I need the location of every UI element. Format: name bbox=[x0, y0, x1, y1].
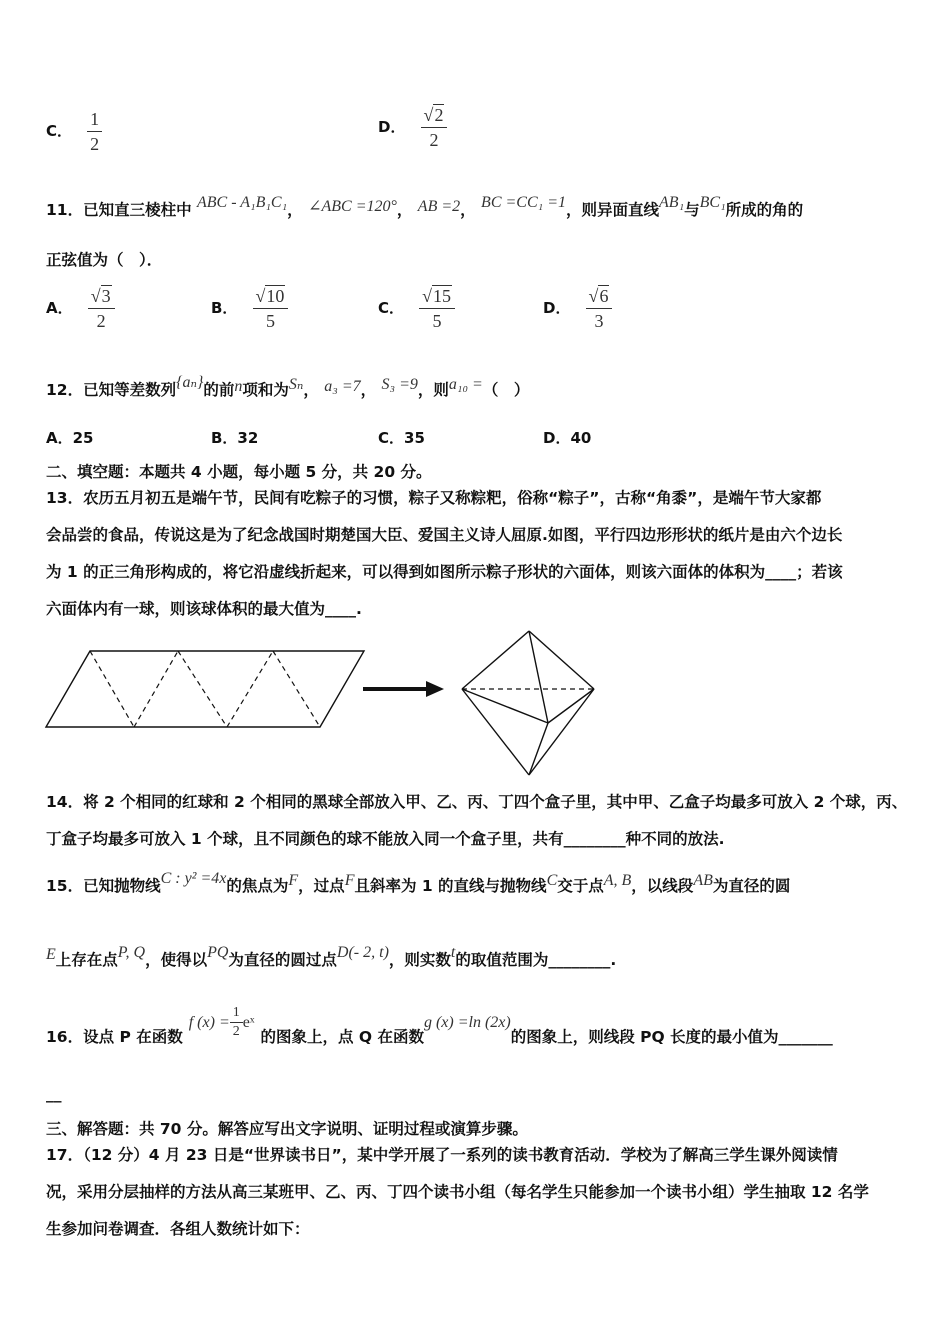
q13-line-2: 会品尝的食品，传说这是为了纪念战国时期楚国大臣、爱国主义诗人屈原.如图，平行四边形形状的纸片是由六个边长 bbox=[46, 526, 843, 544]
q12-option-a: A．25 bbox=[46, 429, 94, 447]
math: F bbox=[288, 872, 299, 889]
q12-line: 12．已知等差数列{aₙ}的前n项和为Sₙ， a₃ =7， S₃ =9，则a₁₀ =（ ） bbox=[46, 374, 530, 399]
q11-option-a: A． $\frac{√3}{2}$ bbox=[46, 285, 115, 332]
fraction: $\frac{√6}{3}$ bbox=[586, 285, 613, 332]
q12-option-b: B．32 bbox=[211, 429, 259, 447]
parallelogram-net bbox=[46, 651, 364, 727]
q13-line-3: 为 1 的正三角形构成的，将它沿虚线折起来，可以得到如图所示粽子形状的六面体，则该六面体的体积为____；若该 bbox=[46, 563, 843, 581]
option-label: C． bbox=[46, 122, 73, 140]
math: D(- 2, t) bbox=[336, 944, 389, 961]
section-heading: 三、解答题：共 70 分。解答应写出文字说明、证明过程或演算步骤。 bbox=[46, 1120, 528, 1138]
math: {aₙ} bbox=[176, 374, 204, 391]
q17-line-2: 况，采用分层抽样的方法从高三某班甲、乙、丙、丁四个读书小组（每名学生只能参加一个读书小组）学生抽取 12 名学 bbox=[46, 1183, 869, 1201]
q11-option-b: B． $\frac{√10}{5}$ bbox=[211, 285, 288, 332]
option-label: D． bbox=[378, 118, 406, 136]
math: S₃ =9 bbox=[381, 376, 418, 393]
math: AB =2 bbox=[417, 198, 461, 215]
q15-line-2: E上存在点P, Q，使得以PQ为直径的圆过点D(- 2, t)，则实数t的取值范围为________. bbox=[46, 944, 617, 969]
q17-line-1: 17．（12 分）4 月 23 日是“世界读书日”，某中学开展了一系列的读书教育活动．学校为了解高三学生课外阅读情 bbox=[46, 1146, 838, 1164]
section-heading: 二、填空题：本题共 4 小题，每小题 5 分，共 20 分。 bbox=[46, 463, 432, 481]
q13-figure bbox=[40, 625, 610, 780]
math: t bbox=[450, 944, 456, 961]
hexahedron-figure bbox=[462, 631, 594, 775]
q10-option-d bbox=[378, 104, 447, 151]
q11-option-c: C． $\frac{√15}{5}$ bbox=[378, 285, 455, 332]
math: BC =CC₁ =1 bbox=[481, 194, 566, 211]
sqrt-icon: √10 bbox=[255, 286, 285, 306]
q14-line-1: 14．将 2 个相同的红球和 2 个相同的黑球全部放入甲、乙、丙、丁四个盒子里，其中甲、乙盒子均最多可放入 2 个球，丙、 bbox=[46, 793, 908, 811]
math: AB₁ bbox=[659, 194, 685, 211]
math: P, Q bbox=[117, 944, 146, 961]
arrow-icon bbox=[363, 681, 444, 697]
fraction: $\frac{1}{2}$ bbox=[230, 1005, 243, 1040]
math: E bbox=[46, 946, 56, 963]
math: C bbox=[546, 872, 558, 889]
sqrt-icon: √2 bbox=[423, 105, 444, 125]
sqrt-icon: √6 bbox=[588, 286, 609, 306]
fraction: $\frac{1}{2}$ bbox=[87, 108, 102, 155]
sqrt-icon: √3 bbox=[90, 286, 111, 306]
math: ABC - A₁B₁C₁ bbox=[196, 194, 288, 211]
math: F bbox=[344, 872, 355, 889]
q16-line: 16．设点 P 在函数f (x) = $\frac{1}{2}$ eˣ的图象上，点 Q 在函数g (x) =ln (2x)的图象上，则线段 PQ 长度的最小值为_______ bbox=[46, 1005, 833, 1046]
math: eˣ bbox=[242, 1014, 255, 1031]
q16-tail: __ bbox=[46, 1085, 62, 1103]
math: f (x) = bbox=[188, 1014, 230, 1031]
math: a₁₀ = bbox=[448, 376, 483, 393]
q17-line-3: 生参加问卷调查．各组人数统计如下： bbox=[46, 1220, 310, 1238]
math: n bbox=[234, 378, 243, 395]
q15-line-1: 15．已知抛物线C : y² =4x的焦点为F，过点F且斜率为 1 的直线与抛物线C交于点A, B，以线段AB为直径的圆 bbox=[46, 870, 791, 895]
q12-option-c: C．35 bbox=[378, 429, 425, 447]
math: C : y² =4x bbox=[160, 870, 227, 887]
q12-option-d: D．40 bbox=[543, 429, 592, 447]
math: a₃ =7 bbox=[324, 378, 361, 395]
q11-line-1: 11．已知直三棱柱中 ABC - A₁B₁C₁， ∠ABC =120°， AB =2， BC =CC₁ =1，则异面直线AB₁与BC₁所成的角的 bbox=[46, 194, 804, 219]
fraction: $\frac{√10}{5}$ bbox=[253, 285, 289, 332]
fraction: $\frac{√3}{2}$ bbox=[88, 285, 115, 332]
fraction: $\frac{√15}{5}$ bbox=[419, 285, 455, 332]
q11-line-2: 正弦值为（ ）． bbox=[46, 251, 163, 269]
fraction: $\frac{√2}{2}$ bbox=[421, 104, 448, 151]
q13-line-4: 六面体内有一球，则该球体积的最大值为____. bbox=[46, 600, 362, 618]
math: Sₙ bbox=[288, 376, 304, 393]
q10-option-c bbox=[46, 108, 102, 155]
q13-line-1: 13．农历五月初五是端午节，民间有吃粽子的习惯，粽子又称粽粑，俗称“粽子”，古称“角黍”，是端午节大家都 bbox=[46, 489, 822, 507]
sqrt-icon: √15 bbox=[422, 286, 451, 306]
q14-line-2: 丁盒子均最多可放入 1 个球，且不同颜色的球不能放入同一个盒子里，共有________种不同的放法. bbox=[46, 830, 725, 848]
q11-option-d: D． $\frac{√6}{3}$ bbox=[543, 285, 612, 332]
math: AB bbox=[693, 872, 713, 889]
math: ∠ABC =120° bbox=[308, 198, 397, 215]
math: A, B bbox=[603, 872, 632, 889]
math: BC₁ bbox=[699, 194, 726, 211]
math: g (x) =ln (2x) bbox=[423, 1014, 511, 1031]
math: PQ bbox=[207, 944, 229, 961]
